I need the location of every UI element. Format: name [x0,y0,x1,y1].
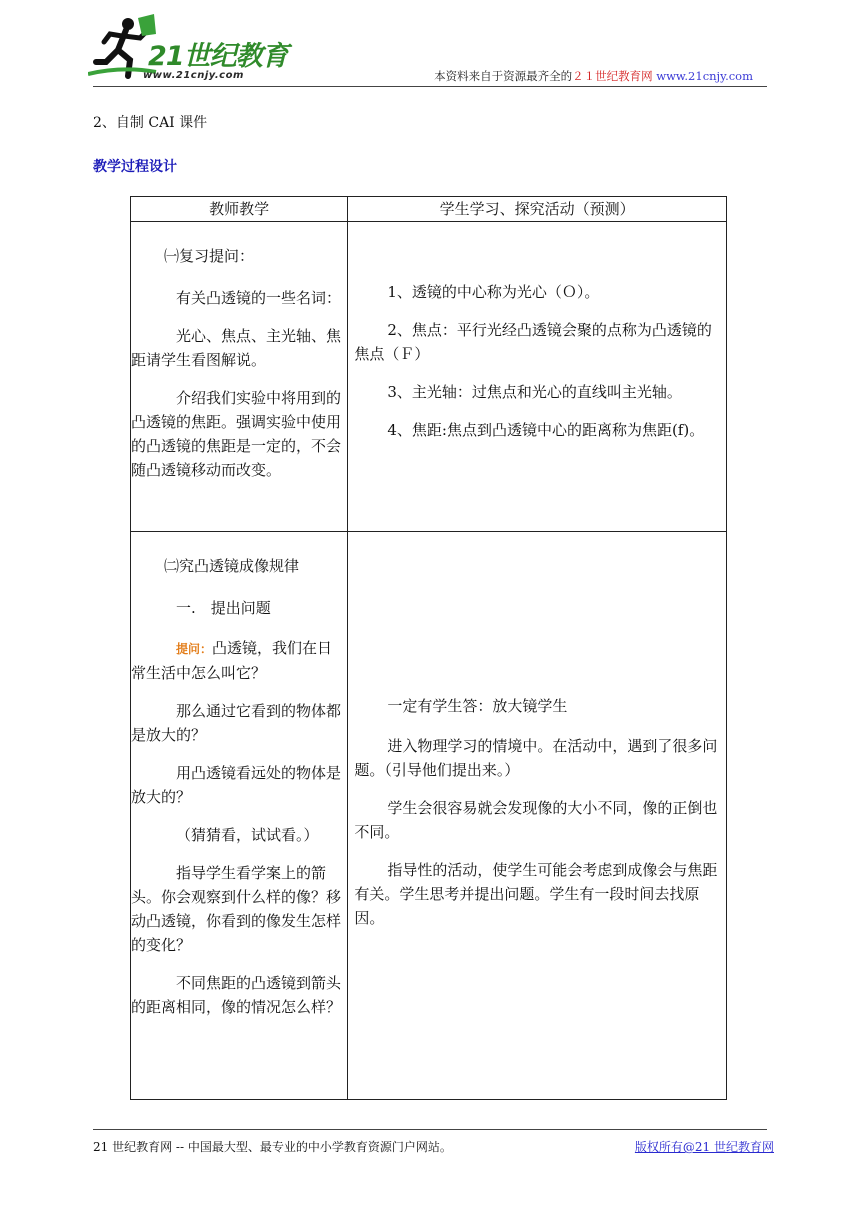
footer-divider [93,1129,767,1130]
site-logo [88,12,288,84]
question-label: 提问： [176,642,213,656]
section-title: 教学过程设计 [93,159,177,175]
logo-wordmark: 21世纪教育 [148,41,288,72]
teacher-para: 不同焦距的凸透镜到箭头的距离相同，像的情况怎么样？ [131,974,342,1016]
footer-copyright-link[interactable]: 版权所有@21 世纪教育网 [634,1140,774,1154]
item-2-text: 2、自制 CAI 课件 [93,115,208,131]
teacher-para: ㈠复习提问： [164,247,255,265]
header-source-note [434,68,753,84]
teacher-subtitle: 一. 提出问题 [176,599,271,617]
teacher-cell-review [131,222,348,532]
teacher-para: （猜猜看，试试看。） [176,826,319,844]
note-url-link[interactable]: www.21cnjy.com [656,69,753,83]
student-cell-review [348,222,727,532]
question-text: 凸透镜，我们在日常生活中怎么叫它？ [131,639,333,682]
lesson-table [130,196,727,1100]
teacher-para: 那么通过它看到的物体都是放大的？ [131,702,342,744]
header-divider [93,86,767,87]
student-cell-explore [348,532,727,1100]
note-prefix: 本资料来自于资源最齐全的 [434,69,573,83]
table-row [131,222,727,532]
teacher-para: 介绍我们实验中将用到的凸透镜的焦距。强调实验中使用的凸透镜的焦距是一定的，不会随凸透镜移动而改变。 [131,389,342,479]
teacher-title: ㈡究凸透镜成像规律 [164,557,300,575]
teacher-cell-explore [131,532,348,1100]
student-para: 4、焦距:焦点到凸透镜中心的距离称为焦距(f)。 [387,421,705,439]
student-para: 3、主光轴：过焦点和光心的直线叫主光轴。 [387,383,682,401]
table-header-row [131,197,727,222]
student-para: 进入物理学习的情境中。在活动中，遇到了很多问题。（引导他们提出来。） [354,737,718,779]
logo-url: www.21cnjy.com [143,70,244,81]
page-header [0,0,860,90]
header-student: 学生学习、探究活动（预测） [348,197,727,222]
teacher-question [131,636,343,685]
teacher-para: 指导学生看学案上的箭头。你会观察到什么样的像？移动凸透镜，你看到的像发生怎样的变化？ [131,864,342,954]
student-para: 一定有学生答：放大镜学生 [387,697,568,715]
student-para: 2、焦点：平行光经凸透镜会聚的点称为凸透镜的焦点（Ｆ） [354,321,712,363]
teacher-para: 光心、焦点、主光轴、焦距请学生看图解说。 [131,327,342,369]
header-teacher: 教师教学 [131,197,348,222]
teacher-para: 用凸透镜看远处的物体是放大的？ [131,764,342,806]
teacher-para: 有关凸透镜的一些名词： [176,289,342,307]
table-row [131,532,727,1100]
footer-text: 21 世纪教育网 -- 中国最大型、最专业的中小学教育资源门户网站。 [93,1140,452,1154]
note-brand: ２１世纪教育网 [572,69,653,83]
student-para: 1、透镜的中心称为光心（Ｏ）。 [387,283,600,301]
student-para: 指导性的活动，使学生可能会考虑到成像会与焦距有关。学生思考并提出问题。学生有一段时间去找原因。 [354,861,718,927]
student-para: 学生会很容易就会发现像的大小不同，像的正倒也不同。 [354,799,718,841]
